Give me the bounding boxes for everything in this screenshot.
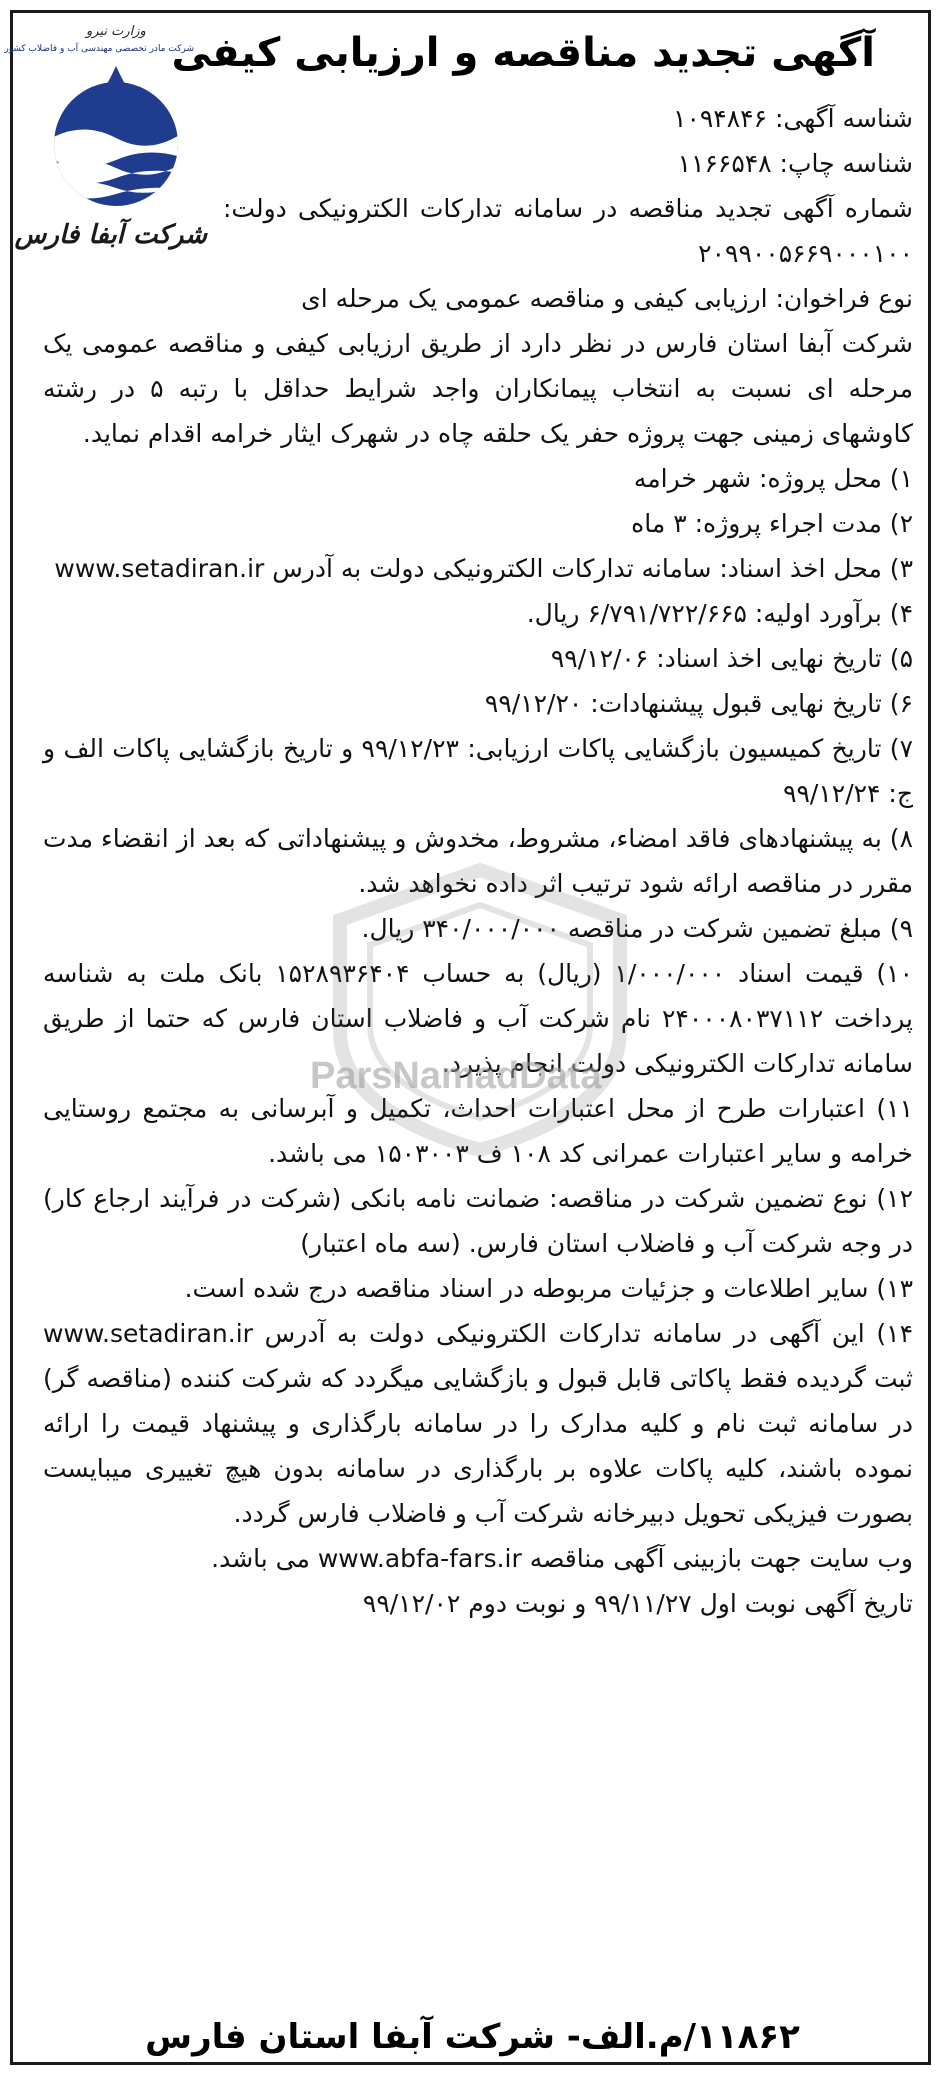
intro-paragraph: شرکت آبفا استان فارس در نظر دارد از طریق ارزیابی کیفی و مناقصه عمومی یک مرحله ای نسبت به انتخاب پیمانکاران واجد شرایط حداقل با رتبه ۵ در رشته کاوشهای زمینی جهت پروژه حفر یک حلقه چاه در شهرک ایثار خرامه اقدام نماید. xyxy=(43,329,913,448)
setad-number-line: شماره آگهی تجدید مناقصه در سامانه تدارکات الکترونیکی دولت: ۲۰۹۹۰۰۵۶۶۹۰۰۰۱۰۰ xyxy=(223,194,913,268)
logo-subtitle-text: شرکت مادر تخصصی مهندسی آب و فاضلاب کشور xyxy=(4,44,194,54)
item-8: ۸) به پیشنهادهای فاقد امضاء، مشروط، مخدوش و پیشنهاداتی که بعد از انقضاء مدت مقرر در مناقصه ارائه شود ترتیب اثر داده نخواهد شد. xyxy=(43,824,913,898)
call-type-line: نوع فراخوان: ارزیابی کیفی و مناقصه عمومی یک مرحله ای xyxy=(301,284,913,313)
item-9: ۹) مبلغ تضمین شرکت در مناقصه ۳۴۰/۰۰۰/۰۰۰ ریال. xyxy=(361,914,913,943)
signature-line: ۱۱۸۶۲/م.الف- شرکت آبفا استان فارس xyxy=(145,2017,800,2057)
item-13: ۱۳) سایر اطلاعات و جزئیات مربوطه در اسناد مناقصه درج شده است. xyxy=(184,1274,913,1303)
logo-ministry-text: وزارت نیرو xyxy=(86,24,146,39)
item-1: ۱) محل پروژه: شهر خرامه xyxy=(633,464,913,493)
page-title: آگهی تجدید مناقصه و ارزیابی کیفی xyxy=(171,30,875,76)
item-7: ۷) تاریخ کمیسیون بازگشایی پاکات ارزیابی: ۹۹/۱۲/۲۳ و تاریخ بازگشایی پاکات الف و ج: ۹۹/۱۲/۲۴ xyxy=(43,734,913,808)
item-6: ۶) تاریخ نهایی قبول پیشنهادات: ۹۹/۱۲/۲۰ xyxy=(484,689,913,718)
watermark-label: ParsNamadData xyxy=(310,1055,602,1097)
item-4: ۴) برآورد اولیه: ۶/۷۹۱/۷۲۲/۶۶۵ ریال. xyxy=(526,599,913,628)
item-3: ۳) محل اخذ اسناد: سامانه تدارکات الکترونیکی دولت به آدرس www.setadiran.ir xyxy=(54,554,913,583)
item-2: ۲) مدت اجراء پروژه: ۳ ماه xyxy=(631,509,913,538)
print-id-line: شناسه چاپ: ۱۱۶۶۵۴۸ xyxy=(677,149,913,178)
publish-dates: تاریخ آگهی نوبت اول ۹۹/۱۱/۲۷ و نوبت دوم ۹۹/۱۲/۰۲ xyxy=(362,1589,913,1618)
notice-body xyxy=(43,96,913,1626)
item-5: ۵) تاریخ نهایی اخذ اسناد: ۹۹/۱۲/۰۶ xyxy=(550,644,913,673)
website-note: وب سایت جهت بازبینی آگهی مناقصه www.abfa-fars.ir می باشد. xyxy=(211,1544,913,1573)
item-11: ۱۱) اعتبارات طرح از محل اعتبارات احداث، تکمیل و آبرسانی به مجتمع روستایی خرامه و سایر اعتبارات عمرانی کد ۱۰۸ ف ۱۵۰۳۰۰۳ می باشد. xyxy=(43,1094,913,1168)
logo-company-text: شرکت آبفا فارس xyxy=(14,220,207,250)
item-12: ۱۲) نوع تضمین شرکت در مناقصه: ضمانت نامه بانکی (شرکت در فرآیند ارجاع کار) در وجه شرکت آب و فاضلاب استان فارس. (سه ماه اعتبار) xyxy=(43,1184,913,1258)
item-10: ۱۰) قیمت اسناد ۱/۰۰۰/۰۰۰ (ریال) به حساب ۱۵۲۸۹۳۶۴۰۴ بانک ملت به شناسه پرداخت ۲۴۰۰۰۸۰۳۷۱۱۲ نام شرکت آب و فاضلاب استان فارس که حتما از طریق سامانه تدارکات الکترونیکی دولت انجام پذیرد. xyxy=(43,959,913,1078)
item-14: ۱۴) این آگهی در سامانه تدارکات الکترونیکی دولت به آدرس www.setadiran.ir ثبت گردیده فقط پاکاتی قابل قبول و بازگشایی میگردد که شرکت کننده (مناقصه گر) در سامانه ثبت نام و کلیه مدارک را در سامانه بارگذاری و پیشنهاد قیمت را ارائه نموده باشند، کلیه پاکات علاوه بر بارگذاری در سامانه بدون هیچ تغییری میبایست بصورت فیزیکی تحویل دبیرخانه شرکت آب و فاضلاب فارس گردد. xyxy=(43,1319,913,1528)
ad-id-line: شناسه آگهی: ۱۰۹۴۸۴۶ xyxy=(673,104,913,133)
